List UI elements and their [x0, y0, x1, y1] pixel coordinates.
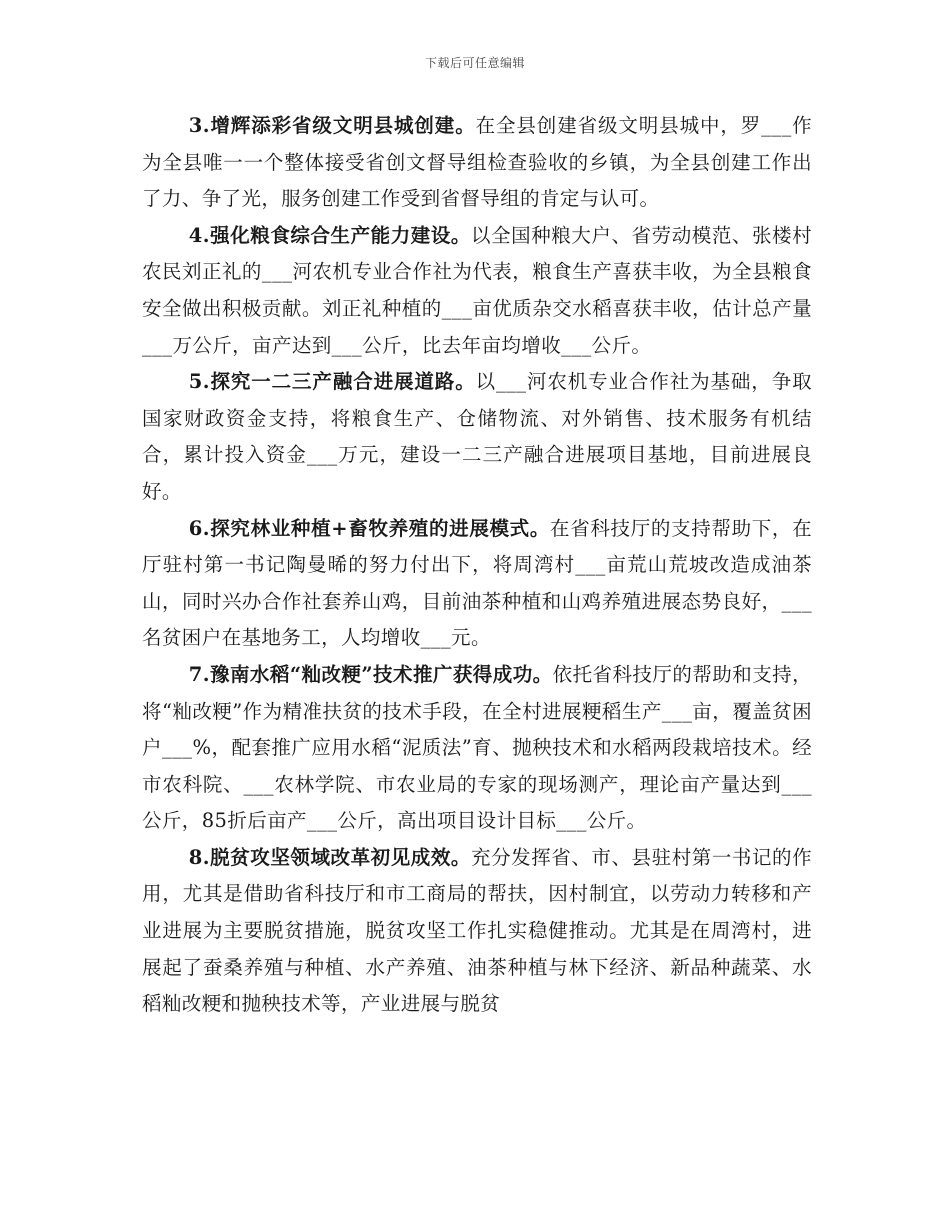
paragraph-6-heading: 6.探究林业种植+畜牧养殖的进展模式。 — [188, 516, 551, 540]
paragraph-6 — [142, 511, 812, 657]
paragraph-7 — [142, 657, 812, 840]
paragraph-4-heading: 4.强化粮食综合生产能力建设。 — [188, 223, 472, 247]
paragraph-5 — [142, 364, 812, 510]
paragraph-4 — [142, 218, 812, 364]
paragraph-7-body: 依托省科技厅的帮助和支持，将“籼改粳”作为精准扶贫的技术手段，在全村进展粳稻生产___亩，覆盖贫困户___%，配套推广应用水稻“泥质法”育、抛秧技术和水稻两段栽培技术。经市农科院、___农林学院、市农业局的专家的现场测产，理论亩产量达到___公斤，85折后亩产___公斤，高出项目设计目标___公斤。 — [142, 662, 813, 833]
paragraph-4-body: 以全国种粮大户、省劳动模范、张楼村农民刘正礼的___河农机专业合作社为代表，粮食生产喜获丰收，为全县粮食安全做出积极贡献。刘正礼种植的___亩优质杂交水稻喜获丰收，估计总产量___万公斤，亩产达到___公斤，比去年亩均增收___公斤。 — [142, 223, 812, 357]
paragraph-3-heading: 3.增辉添彩省级文明县城创建。 — [188, 114, 476, 137]
paragraph-7-heading: 7.豫南水稻“籼改粳”技术推广获得成功。 — [188, 662, 553, 686]
paragraph-5-body: 以___河农机专业合作社为基础，争取国家财政资金支持，将粮食生产、仓储物流、对外销售、技术服务有机结合，累计投入资金___万元，建设一二三产融合进展项目基地，目前进展良好。 — [142, 370, 813, 503]
paragraph-8-heading: 8.脱贫攻坚领域改革初见成效。 — [188, 845, 472, 869]
page-header: 下载后可任意编辑 — [424, 56, 525, 70]
paragraph-8-body: 充分发挥省、市、县驻村第一书记的作用，尤其是借助省科技厅和市工商局的帮扶，因村制宜，以劳动力转移和产业进展为主要脱贫措施，脱贫攻坚工作扎实稳健推动。尤其是在周湾村，进展起了蚕桑养殖与种植、水产养殖、油茶种植与林下经济、新品种蔬菜、水稻籼改粳和抛秧技术等，产业进展与脱贫 — [142, 845, 812, 1016]
paragraph-3 — [142, 108, 812, 218]
document-body — [142, 108, 812, 1023]
paragraph-3-body: 在全县创建省级文明县城中，罗___作为全县唯一一个整体接受省创文督导组检查验收的乡镇，为全县创建工作出了力、争了光，服务创建工作受到省督导组的肯定与认可。 — [142, 114, 813, 211]
paragraph-5-heading: 5.探究一二三产融合进展道路。 — [188, 370, 476, 394]
paragraph-8 — [142, 840, 812, 1023]
paragraph-6-body: 在省科技厅的支持帮助下，在厅驻村第一书记陶曼晞的努力付出下，将周湾村___亩荒山荒坡改造成油茶山，同时兴办合作社套养山鸡，目前油茶种植和山鸡养殖进展态势良好，___名贫困户在基地务工，人均增收___元。 — [142, 516, 812, 650]
